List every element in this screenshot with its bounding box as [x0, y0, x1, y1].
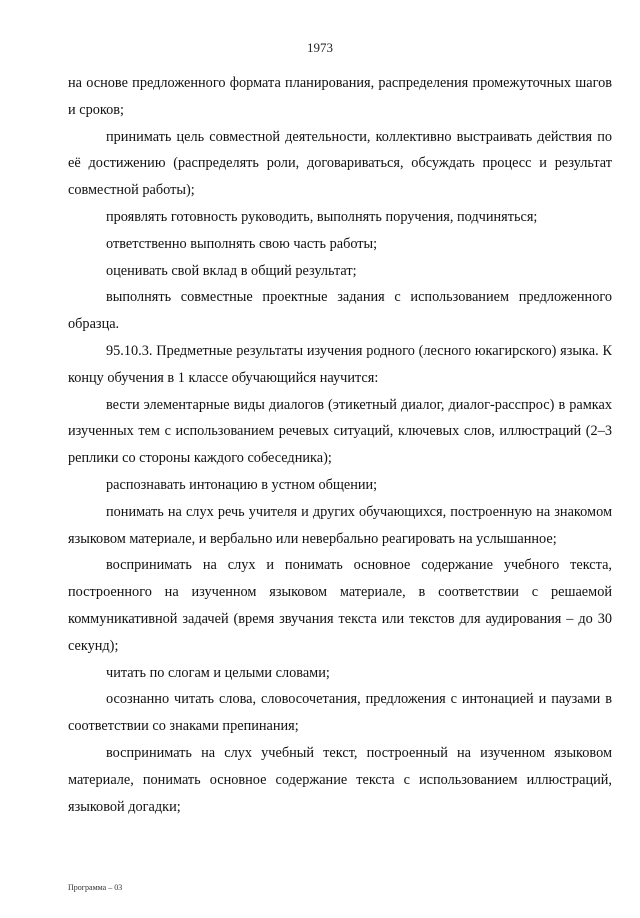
paragraph: ответственно выполнять свою часть работы;: [106, 235, 378, 252]
paragraph: вести элементарные виды диалогов (этикетный диалог, диалог-расспрос) в рамках изученных тем с использованием речевых ситуаций, ключевых слов, иллюстраций (2–3 реплики со стороны каждого собеседника);: [68, 396, 612, 467]
paragraph: читать по слогам и целыми словами;: [106, 664, 330, 681]
paragraph: проявлять готовность руководить, выполнять поручения, подчиняться;: [106, 208, 538, 225]
paragraph: воспринимать на слух учебный текст, построенный на изученном языковом материале, понимать основное содержание текста с использованием иллюстраций, языковой догадки;: [68, 744, 612, 815]
page-number: 1973: [307, 40, 333, 55]
paragraph: понимать на слух речь учителя и других обучающихся, построенную на знакомом языковом материале, и вербально или невербально реагировать на услышанное;: [68, 503, 612, 547]
paragraph: выполнять совместные проектные задания с использованием предложенного образца.: [68, 289, 612, 333]
paragraph: воспринимать на слух и понимать основное содержание учебного текста, построенного на изученном языковом материале, в соответствии с решаемой коммуникативной задачей (время звучания текста или текстов для аудирования – до 30 секунд);: [68, 557, 612, 654]
paragraph: распознавать интонацию в устном общении;: [106, 476, 378, 493]
paragraph: принимать цель совместной деятельности, коллективно выстраивать действия по её достижению (распределять роли, договариваться, обсуждать процесс и результат совместной работы);: [68, 128, 612, 199]
section-heading-paragraph: 95.10.3. Предметные результаты изучения родного (лесного юкагирского) языка. К концу обучения в 1 классе обучающийся научится:: [68, 342, 612, 386]
paragraph: на основе предложенного формата планирования, распределения промежуточных шагов и сроков;: [68, 75, 612, 118]
footer-label: Программа – 03: [68, 883, 123, 892]
body-text: [68, 70, 612, 820]
paragraph: осознанно читать слова, словосочетания, предложения с интонацией и паузами в соответствии со знаками препинания;: [68, 691, 612, 735]
paragraph: оценивать свой вклад в общий результат;: [106, 262, 357, 279]
